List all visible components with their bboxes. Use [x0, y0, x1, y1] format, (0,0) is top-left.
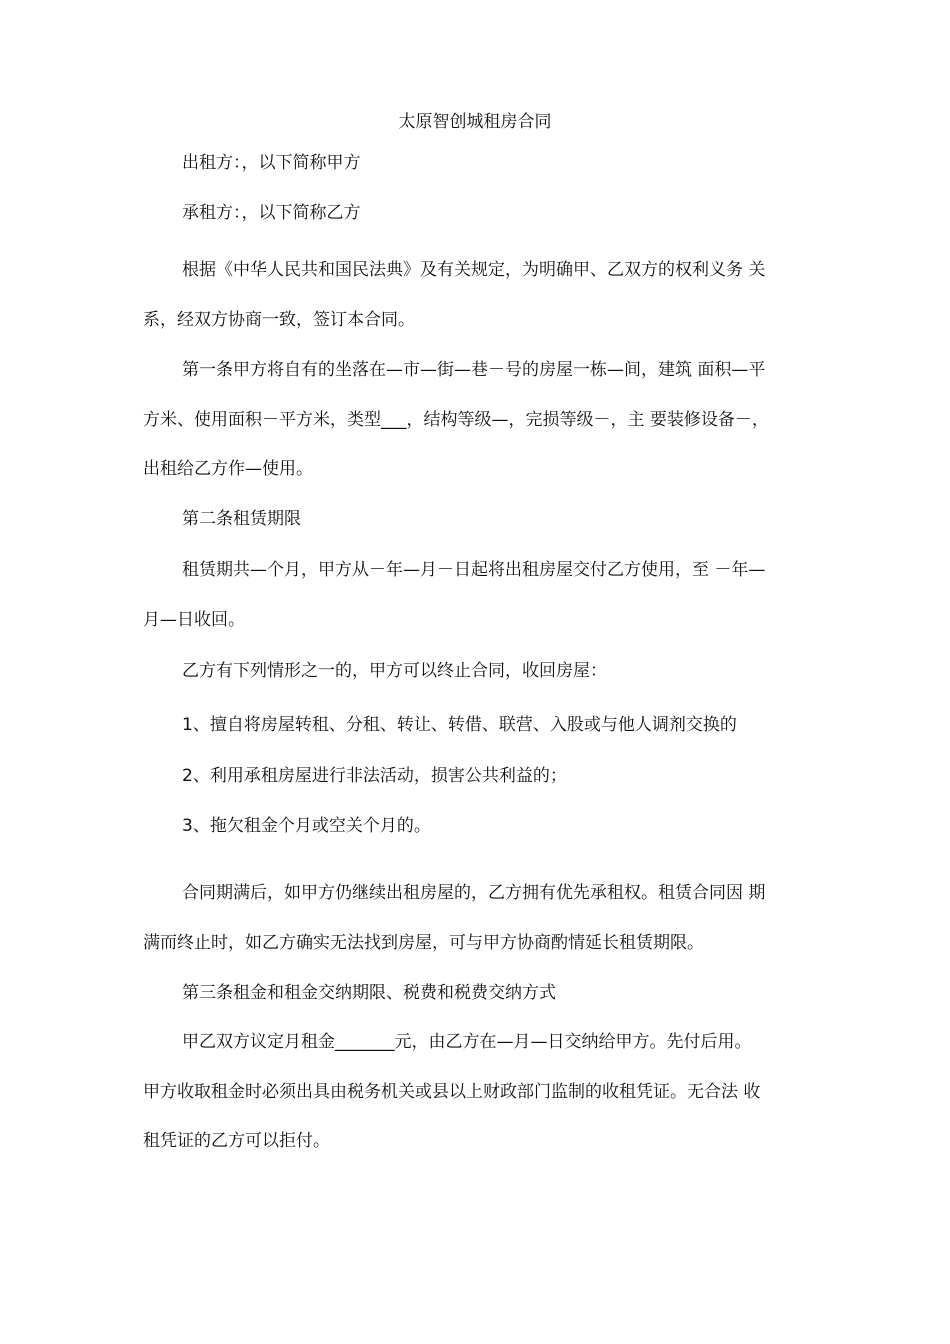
- article-3-heading: 第三条租金和租金交纳期限、税费和税费交纳方式: [182, 983, 556, 1003]
- preamble-line-1: 根据《中华人民共和国民法典》及有关规定，为明确甲、乙双方的权利义务 关: [182, 260, 766, 280]
- article-1-line-2: 方米、使用面积－平方米，类型___，结构等级—，完损等级－，主 要装修设备－，: [143, 410, 769, 430]
- rent-line-2: 甲方收取租金时必须出具由税务机关或县以上财政部门监制的收租凭证。无合法 收: [143, 1082, 761, 1102]
- article-1-line-3: 出租给乙方作—使用。: [143, 459, 313, 479]
- lessee-line: 承租方：，以下简称乙方: [182, 203, 361, 223]
- article-1-line-1: 第一条甲方将自有的坐落在—市—街—巷－号的房屋一栋—间，建筑 面积—平: [182, 360, 766, 380]
- termination-item-2: 2、利用承租房屋进行非法活动，损害公共利益的；: [182, 766, 567, 786]
- preamble-line-2: 系，经双方协商一致，签订本合同。: [143, 310, 415, 330]
- lease-term-line-2: 月—日收回。: [143, 610, 245, 630]
- termination-intro: 乙方有下列情形之一的，甲方可以终止合同，收回房屋：: [182, 661, 607, 681]
- lessor-line: 出租方：，以下简称甲方: [182, 153, 361, 173]
- rent-line-1: 甲乙双方议定月租金_______元，由乙方在—月—日交纳给甲方。先付后用。: [182, 1032, 752, 1052]
- lease-term-line-1: 租赁期共—个月，甲方从－年—月－日起将出租房屋交付乙方使用，至 －年—: [182, 560, 766, 580]
- article-2-heading: 第二条租赁期限: [182, 509, 301, 529]
- renewal-line-1: 合同期满后，如甲方仍继续出租房屋的，乙方拥有优先承租权。租赁合同因 期: [182, 883, 766, 903]
- rent-line-3: 租凭证的乙方可以拒付。: [143, 1131, 330, 1151]
- renewal-line-2: 满而终止时，如乙方确实无法找到房屋，可与甲方协商酌情延长租赁期限。: [143, 933, 704, 953]
- termination-item-3: 3、拖欠租金个月或空关个月的。: [182, 816, 431, 836]
- document-title: 太原智创城租房合同: [398, 112, 552, 132]
- termination-item-1: 1、擅自将房屋转租、分租、转让、转借、联营、入股或与他人调剂交换的: [182, 715, 737, 735]
